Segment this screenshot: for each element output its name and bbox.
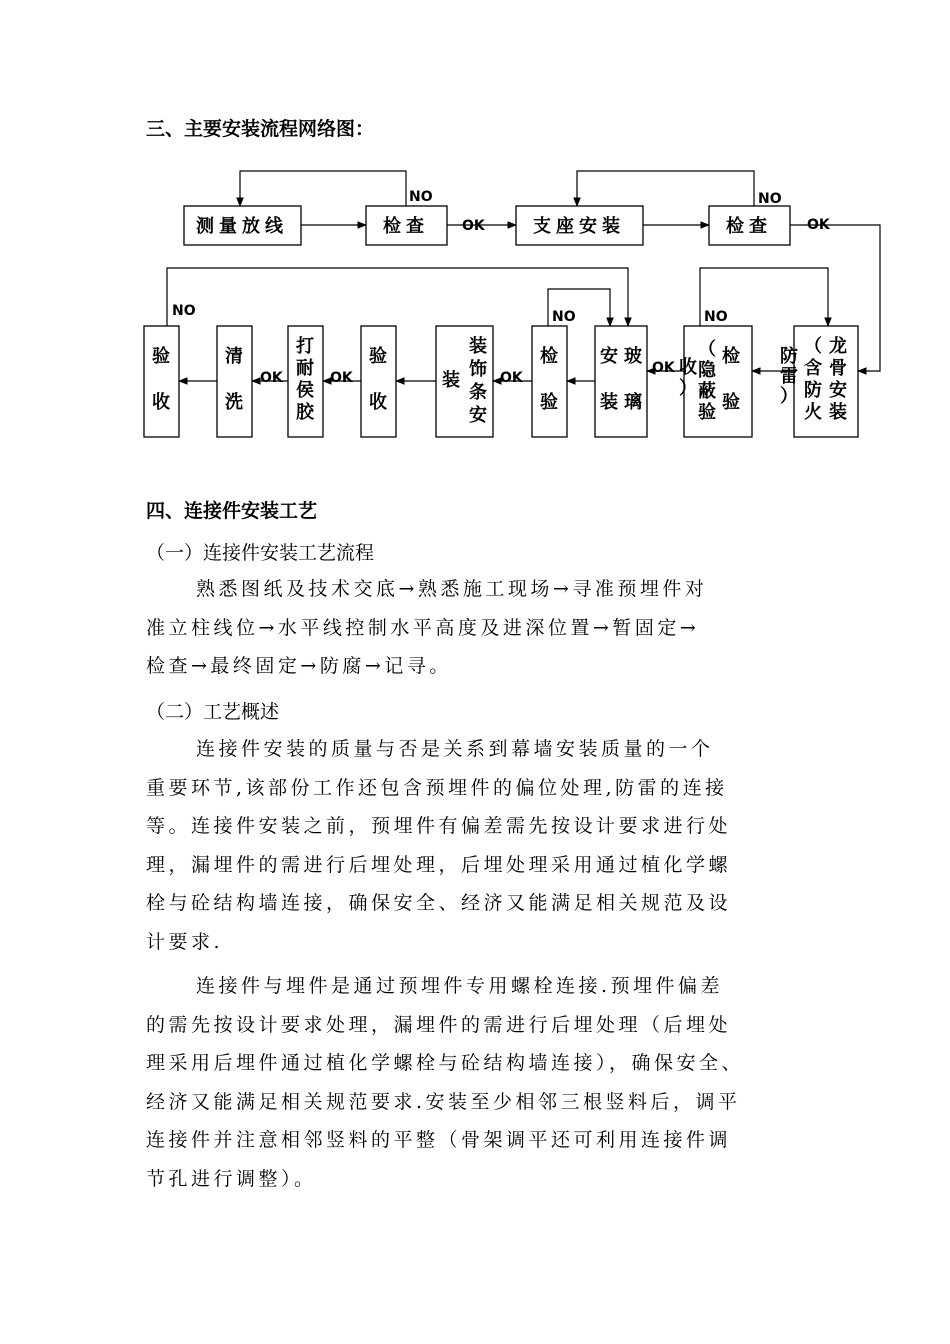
flow-node-label-trim: 条 xyxy=(469,382,487,403)
flow-node-label-keel: ） xyxy=(780,386,798,407)
text-line: 准立柱线位→水平线控制水平高度及进深位置→暂固定→ xyxy=(146,616,700,639)
flow-node-label-clean: 清 xyxy=(225,346,243,367)
flow-node-label-keel: 龙 xyxy=(829,336,847,357)
flow-node-label-keel: 装 xyxy=(829,402,847,423)
section-heading-connector: 四、连接件安装工艺 xyxy=(146,500,318,522)
subheading-overview: （二）工艺概述 xyxy=(146,701,280,723)
flow-node-label-trim: 装 xyxy=(469,336,487,357)
flow-node-label-check1: 检查 xyxy=(383,216,429,237)
flow-node-label-trim: 安 xyxy=(469,405,487,426)
label-ok: OK xyxy=(462,218,485,234)
section-heading-flowchart: 三、主要安装流程网络图： xyxy=(146,118,375,140)
label-no: NO xyxy=(409,189,433,205)
paragraph-overview-2 xyxy=(146,967,806,1198)
label-no: NO xyxy=(172,303,196,319)
text-line: 计要求. xyxy=(146,930,224,953)
flow-node-label-hidden: ） xyxy=(679,378,697,399)
flow-node-label-hidden: （ xyxy=(698,339,716,360)
label-ok: OK xyxy=(260,370,283,386)
flow-node-accept2 xyxy=(144,326,179,437)
text-line: 连接件并注意相邻竖料的平整（骨架调平还可利用连接件调 xyxy=(146,1129,732,1151)
flow-node-glass xyxy=(595,326,647,437)
flow-node-label-support: 支座安装 xyxy=(533,216,625,237)
flow-node-label-trim: 装 xyxy=(442,370,460,391)
flow-node-label-hidden: 收 xyxy=(679,357,697,378)
arrow-no-check2 xyxy=(577,171,754,206)
flow-node-label-hidden: 隐 xyxy=(698,360,716,381)
flow-node-label-keel: 安 xyxy=(829,380,847,401)
subheading-process: （一）连接件安装工艺流程 xyxy=(146,542,375,564)
flow-node-label-inspect: 验 xyxy=(540,392,558,413)
text-line: 理采用后埋件通过植化学螺栓与砼结构墙连接），确保安全、 xyxy=(146,1052,745,1074)
flow-node-accept1 xyxy=(361,326,396,437)
installation-flowchart xyxy=(0,0,950,460)
label-ok: OK xyxy=(330,370,353,386)
flow-node-label-inspect: 检 xyxy=(540,346,558,367)
label-ok: OK xyxy=(652,360,675,376)
flow-node-label-keel: 火 xyxy=(804,402,822,423)
arrow-no-check1 xyxy=(240,171,406,206)
flow-node-label-accept1: 验 xyxy=(369,346,387,367)
flow-node-label-keel: 雷 xyxy=(780,366,798,387)
flow-node-label-sealant: 耐 xyxy=(296,358,314,379)
flow-node-clean xyxy=(217,326,252,437)
flow-node-label-trim: 饰 xyxy=(469,359,487,380)
label-no: NO xyxy=(704,309,728,325)
label-ok: OK xyxy=(500,370,523,386)
text-line: 栓与砼结构墙连接，确保安全、经济又能满足相关规范及设 xyxy=(146,892,732,914)
flow-node-label-keel: 防 xyxy=(780,346,798,367)
paragraph-overview-1 xyxy=(146,730,806,961)
label-no: NO xyxy=(758,191,782,207)
flow-node-label-glass: 璃 xyxy=(624,392,642,413)
flow-node-label-accept2: 收 xyxy=(152,392,170,413)
flow-node-label-sealant: 胶 xyxy=(296,402,314,423)
text-line: 熟悉图纸及技术交底→熟悉施工现场→寻准预埋件对 xyxy=(196,578,708,600)
flow-node-label-keel: 防 xyxy=(804,380,822,401)
flow-node-label-keel: 含 xyxy=(804,358,822,379)
flow-node-label-clean: 洗 xyxy=(225,392,243,413)
text-line: 检查→最终固定→防腐→记寻。 xyxy=(146,655,452,677)
label-ok: OK xyxy=(807,217,830,233)
text-line: 连接件安装的质量与否是关系到幕墙安装质量的一个 xyxy=(196,738,714,760)
flow-node-label-accept1: 收 xyxy=(369,392,387,413)
flow-node-label-accept2: 验 xyxy=(152,346,170,367)
flow-node-label-sealant: 侯 xyxy=(296,380,314,401)
flow-node-label-hidden: 检 xyxy=(722,346,740,367)
text-line: 理，漏埋件的需进行后埋处理，后埋处理采用通过植化学螺 xyxy=(146,853,732,876)
text-line: 经济又能满足相关规范要求.安装至少相邻三根竖料后，调平 xyxy=(146,1090,741,1113)
flow-node-label-check2: 检查 xyxy=(726,216,772,237)
flow-node-label-glass: 安 xyxy=(600,346,618,367)
flow-node-label-hidden: 蔽 xyxy=(698,381,716,402)
flow-node-label-glass: 装 xyxy=(600,392,618,413)
text-line: 重要环节,该部份工作还包含预埋件的偏位处理,防雷的连接 xyxy=(146,776,728,799)
text-line: 连接件与埋件是通过预埋件专用螺栓连接.预埋件偏差 xyxy=(196,975,724,997)
text-line: 节孔进行调整）。 xyxy=(146,1167,317,1190)
flow-node-label-sealant: 打 xyxy=(296,336,314,357)
flow-node-label-hidden: 验 xyxy=(698,402,716,423)
label-no: NO xyxy=(552,309,576,325)
flow-node-label-keel: （ xyxy=(804,336,822,357)
text-line: 等。连接件安装之前，预埋件有偏差需先按设计要求进行处 xyxy=(146,815,732,837)
flow-node-label-measure: 测量放线 xyxy=(196,216,288,237)
flow-node-label-hidden: 验 xyxy=(722,392,740,413)
text-line: 的需先按设计要求处理，漏埋件的需进行后埋处理（后埋处 xyxy=(146,1013,732,1036)
flow-node-label-glass: 玻 xyxy=(624,346,642,367)
flow-node-inspect xyxy=(532,326,567,437)
flow-node-label-keel: 骨 xyxy=(829,358,847,379)
paragraph-process xyxy=(146,570,806,686)
